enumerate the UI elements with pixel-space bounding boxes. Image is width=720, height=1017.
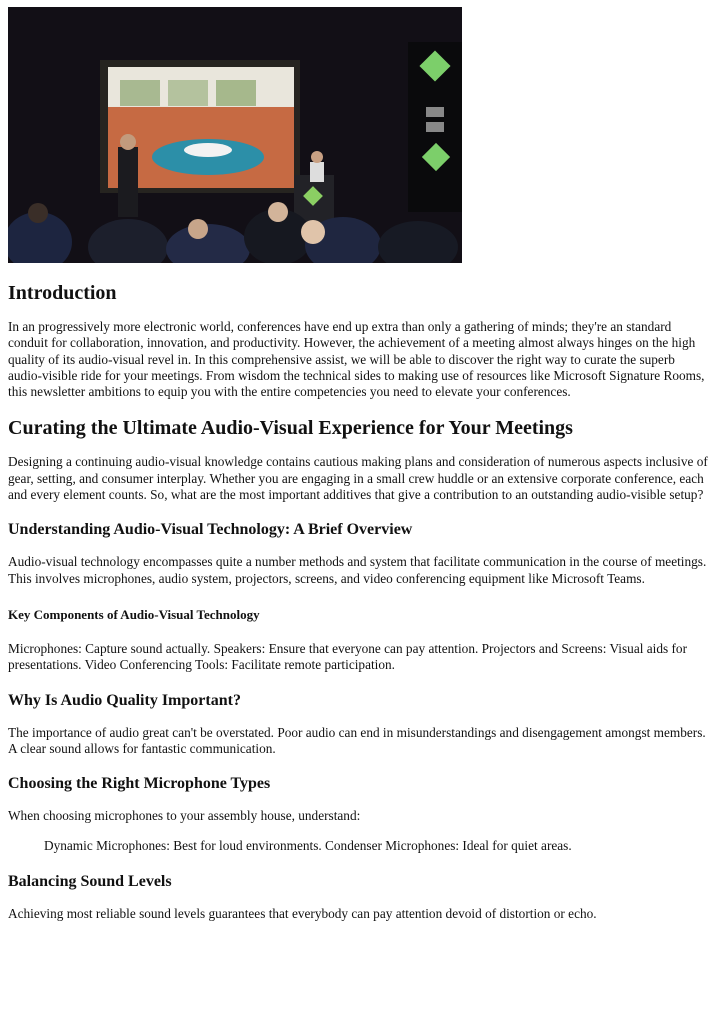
components-paragraph: Microphones: Capture sound actually. Speakers: Ensure that everyone can pay attention. Projectors and Screens: Visual aids for presentations. Video Conferencing Tools: Facilitate remote participation. [8,640,687,673]
balance-paragraph: Achieving most reliable sound levels guarantees that everybody can pay attention devoid of distortion or echo. [8,905,597,921]
curating-heading: Curating the Ultimate Audio-Visual Experience for Your Meetings [8,417,573,440]
intro-paragraph: In an progressively more electronic world, conferences have end up extra than only a gathering of minds; they're an standard conduit for collaboration, innovation, and productivity. However, the achievement of a meeting almost always hinges on the high quality of its audio-visual revel in. In this comprehensive assist, we will be able to discover the right way to curate the superb audio-visible ride for your meetings. From wisdom the technical sides to making use of resources like Microsoft Signature Rooms, this newsletter ambitions to equip you with the entire competencies you need to elevate your conferences. [8,319,705,400]
balance-heading: Balancing Sound Levels [8,872,172,890]
curating-paragraph: Designing a continuing audio-visual knowledge contains cautious making plans and consideration of numerous aspects inclusive of gear, setting, and consumer interplay. Whether you are engaging in a small crew huddle or an extensive corporate conference, each and every element counts. So, what are the most important additives that give a contribution to an outstanding audio-visible setup? [8,454,708,503]
mic-paragraph: When choosing microphones to your assembly house, understand: [8,808,361,824]
audio-heading: Why Is Audio Quality Important? [8,691,241,709]
mic-heading: Choosing the Right Microphone Types [8,775,271,793]
audio-paragraph: The importance of audio great can't be overstated. Poor audio can end in misunderstandings and disengagement amongst members. A clear sound allows for fantastic communication. [8,724,706,756]
understanding-paragraph: Audio-visual technology encompasses quite a number methods and system that facilitate communication in the course of meetings. This involves microphones, audio system, projectors, screens, and video conferencing equipment like Microsoft Teams. [8,554,707,586]
components-heading: Key Components of Audio-Visual Technology [8,606,260,622]
understanding-heading: Understanding Audio-Visual Technology: A Brief Overview [8,521,413,539]
intro-heading: Introduction [8,282,117,304]
hero-image [8,7,462,263]
mic-list: Dynamic Microphones: Best for loud environments. Condenser Microphones: Ideal for quiet areas. [44,838,572,854]
